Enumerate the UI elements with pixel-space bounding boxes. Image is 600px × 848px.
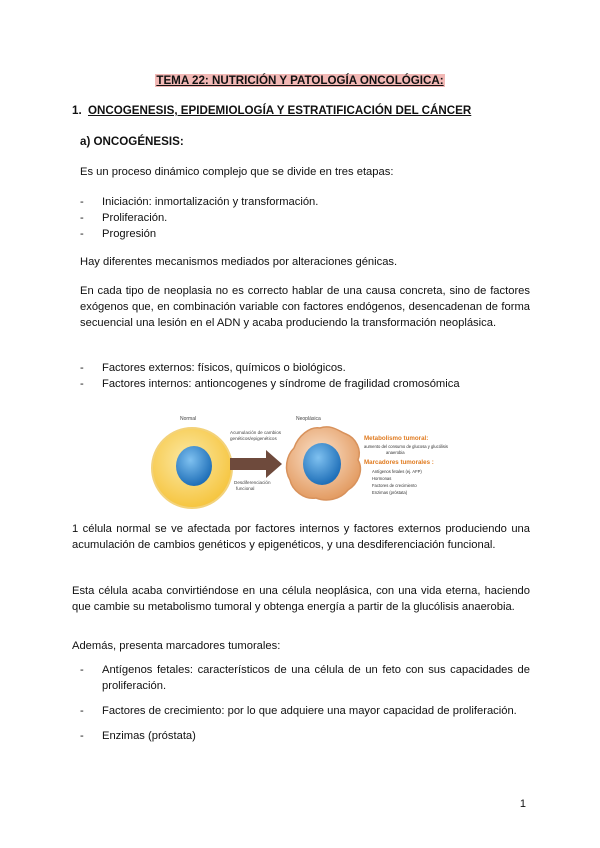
list-item: - Enzimas (próstata) [80, 730, 196, 742]
subsection-heading: a) ONCOGÉNESIS: [80, 135, 184, 148]
section-title: ONCOGENESIS, EPIDEMIOLOGÍA Y ESTRATIFICACIÓN DEL CÁNCER [88, 104, 472, 117]
page-title: TEMA 22: NUTRICIÓN Y PATOLOGÍA ONCOLÓGICA: [156, 74, 444, 87]
neoplastic-label: Neoplásica [296, 416, 321, 422]
oncogenesis-figure [150, 408, 468, 512]
paragraph-normal-cell: 1 célula normal se ve afectada por factores internos y factores externos produciendo una acumulación de cambios genéticos y epigenéticos, y una desdiferenciación funcional. [72, 523, 530, 551]
arrow-top-line2: genéticos/epigenéticos [230, 436, 277, 441]
section-number: 1. [72, 104, 82, 117]
list-item: - Progresión [80, 228, 157, 240]
list-item: - Iniciación: inmortalización y transformación. [80, 196, 319, 208]
markers-item: Factores de crecimiento [372, 483, 417, 488]
markers-item: Enzimas (próstata) [372, 490, 408, 495]
arrow-top-line1: Acumulación de cambios [230, 430, 282, 435]
paragraph-intro: Es un proceso dinámico complejo que se divide en tres etapas: [80, 166, 394, 178]
normal-label: Normal [180, 416, 197, 422]
markers-title: Marcadores tumorales : [364, 459, 434, 466]
list-item: - Proliferación. [80, 212, 168, 224]
list-item: - Factores de crecimiento: por lo que adquiere una mayor capacidad de proliferación. [80, 705, 517, 717]
page-number: 1 [519, 798, 526, 810]
normal-nucleus [176, 446, 212, 486]
section-heading [72, 104, 471, 117]
markers-item: Hormonas [372, 476, 392, 481]
list-item: - Factores externos: físicos, químicos o biológicos. [80, 362, 346, 374]
paragraph-neoplasia: En cada tipo de neoplasia no es correcto hablar de una causa concreta, sino de factores exógenos que, en combinación variable con factores endógenos, desencadenan de forma secuencial una lesión en el ADN y acaba produciendo la transformación neoplásica. [80, 285, 530, 329]
paragraph-neoplastic-cell: Esta célula acaba convirtiéndose en una célula neoplásica, con una vida eterna, haciendo que cambie su metabolismo tumoral y obtenga energía a partir de la glucólisis anaerobia. [72, 585, 530, 613]
neoplastic-nucleus [303, 443, 341, 485]
metabolism-title: Metabolismo tumoral: [364, 435, 429, 442]
factors-list [80, 360, 530, 392]
arrow-bottom-line2: funcional [236, 486, 255, 491]
paragraph-markers-intro: Además, presenta marcadores tumorales: [72, 640, 281, 652]
markers-list [80, 662, 530, 744]
list-item: - Factores internos: antioncogenes y síndrome de fragilidad cromosómica [80, 378, 460, 390]
stages-list [80, 194, 530, 242]
list-item: - Antígenos fetales: característicos de una célula de un feto con sus capacidades de proliferación. [80, 664, 530, 692]
arrow-bottom-line1: Desdiferenciación [234, 480, 271, 485]
markers-item: Antígenos fetales (ej. AFP) [372, 469, 422, 474]
paragraph-mechanisms: Hay diferentes mecanismos mediados por alteraciones génicas. [80, 256, 398, 268]
metabolism-line1: aumento del consumo de glucosa y glucólisis [364, 444, 449, 449]
metabolism-line2: anaerobia [386, 450, 405, 455]
transformation-arrow [230, 450, 282, 478]
